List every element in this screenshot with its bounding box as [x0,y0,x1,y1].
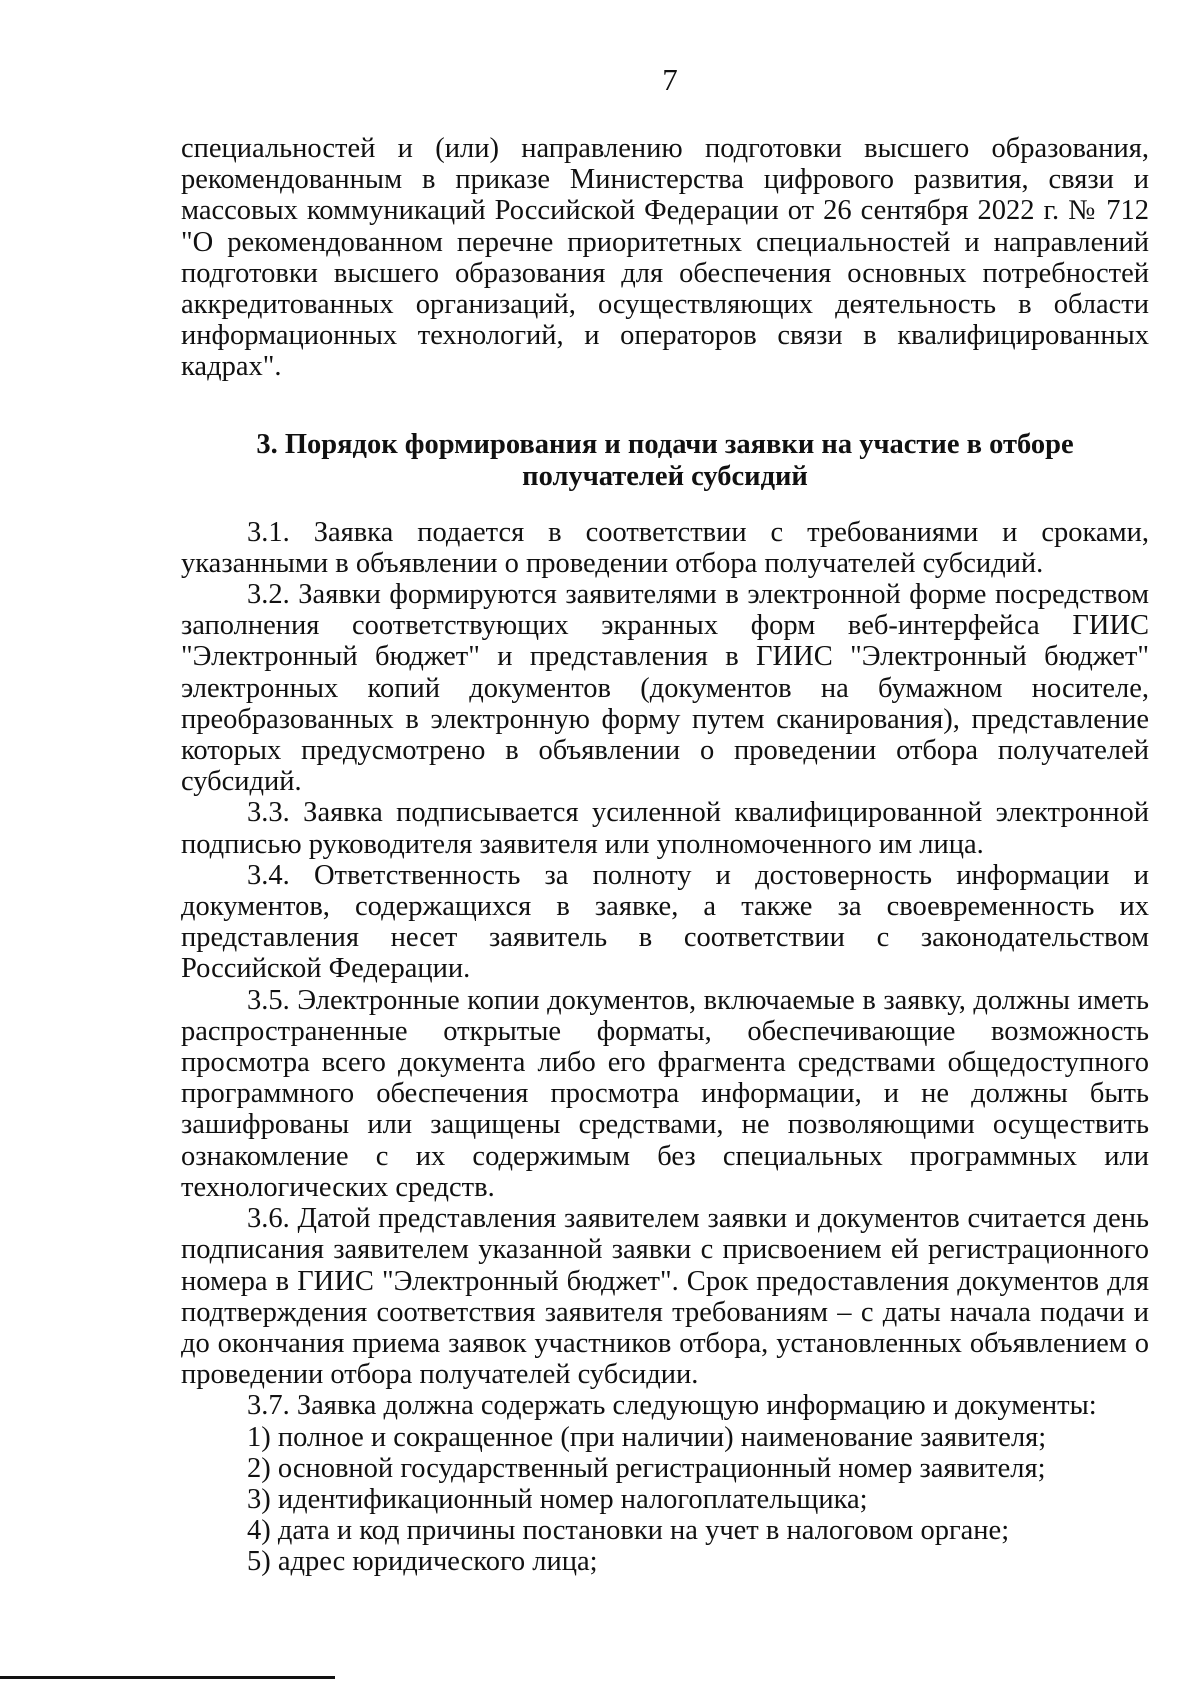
page-number: 7 [662,62,678,97]
list-item: 3) идентификационный номер налогоплательщика; [247,1483,868,1515]
paragraph-3-6: 3.6. Датой представления заявителем заявки и документов считается день подписания заявителем указанной заявки с присвоением ей регистрационного номера в ГИИС "Электронный бюджет". Срок предоставления документов для подтверждения соответствия заявителя требованиям – с даты начала подачи и до окончания приема заявок участников отбора, установленных объявлением о проведении отбора получателей субсидии. [181,1203,1149,1391]
paragraph-3-5: 3.5. Электронные копии документов, включаемые в заявку, должны иметь распространенные открытые форматы, обеспечивающие возможность просмотра всего документа либо его фрагмента средствами общедоступного программного обеспечения просмотра информации, и не должны быть зашифрованы или защищены средствами, не позволяющими осуществить ознакомление с их содержимым без специальных программных или технологических средств. [181,984,1149,1203]
paragraph-3-3: 3.3. Заявка подписывается усиленной квалифицированной электронной подписью руководителя заявителя или уполномоченного им лица. [181,797,1149,860]
paragraph-3-2: 3.2. Заявки формируются заявителями в электронной форме посредством заполнения соответствующих экранных форм веб-интерфейса ГИИС "Электронный бюджет" и представления в ГИИС "Электронный бюджет" электронных копий документов (документов на бумажном носителе, преобразованных в электронную форму путем сканирования), представление которых предусмотрено в объявлении о проведении отбора получателей субсидий. [181,579,1149,798]
list-item: 2) основной государственный регистрационный номер заявителя; [247,1452,1046,1484]
section-heading-line-2: получателей субсидий [522,460,808,492]
paragraph-3-4: 3.4. Ответственность за полноту и достоверность информации и документов, содержащихся в заявке, а также за своевременность их представления несет заявитель в соответствии с законодательством Российской Федерации. [181,859,1149,985]
section-heading-line-1: 3. Порядок формирования и подачи заявки на участие в отборе [256,428,1074,460]
section-heading [181,429,1149,493]
document-body [181,133,1149,1578]
paragraph-3-7: 3.7. Заявка должна содержать следующую информацию и документы: [247,1390,1097,1422]
footnote-divider [0,1676,335,1679]
list-item: 5) адрес юридического лица; [247,1546,598,1578]
paragraph-3-1: 3.1. Заявка подается в соответствии с требованиями и сроками, указанными в объявлении о проведении отбора получателей субсидий. [181,516,1149,579]
list-item: 4) дата и код причины постановки на учет в налоговом органе; [247,1515,1010,1547]
intro-paragraph: специальностей и (или) направлению подготовки высшего образования, рекомендованным в приказе Министерства цифрового развития, связи и массовых коммуникаций Российской Федерации от 26 сентября 2022 г. № 712 "О рекомендованном перечне приоритетных специальностей и направлений подготовки высшего образования для обеспечения основных потребностей аккредитованных организаций, осуществляющих деятельность в области информационных технологий, и операторов связи в квалифицированных кадрах". [181,133,1149,383]
list-item: 1) полное и сокращенное (при наличии) наименование заявителя; [247,1421,1047,1453]
